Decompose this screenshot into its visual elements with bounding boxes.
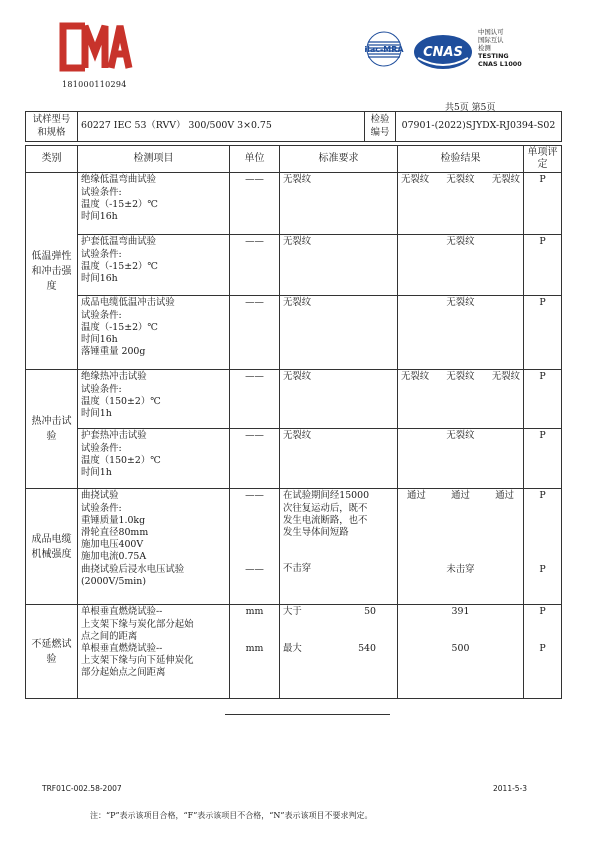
category-cell: 低温弹性和冲击强度 [26,173,78,370]
item-cell: 绝缘热冲击试验 试验条件: 温度（150±2）℃ 时间1h [78,370,230,429]
result-cell: 391 500 [398,605,524,699]
item-cell: 护套低温弯曲试验 试验条件: 温度（-15±2）℃ 时间16h [78,235,230,296]
form-date: 2011-5-3 [493,784,528,793]
judgement-cell: P [524,429,562,489]
ilac-mra-logo [358,30,410,72]
col-unit: 单位 [230,146,280,173]
item-cell: 护套热冲击试验 试验条件: 温度（150±2）℃ 时间1h [78,429,230,489]
cma-certificate-number: 181000110294 [62,80,127,89]
cnas-logo [412,32,474,72]
table-row [26,370,562,429]
model-value: 60227 IEC 53（RVV） 300/500V 3×0.75 [78,112,365,142]
unit-cell: —— [230,429,280,489]
model-label: 试样型号和规格 [26,112,78,142]
result-cell: 无裂纹 无裂纹 无裂纹 [398,173,524,235]
category-cell: 热冲击试验 [26,370,78,489]
result-cell: 无裂纹 [398,429,524,489]
col-category: 类别 [26,146,78,173]
judgement-cell: P [524,235,562,296]
report-value: 07901-(2022)SJYDX-RJ0394-S02 [396,112,562,142]
table-row [26,605,562,699]
standard-cell: 无裂纹 [280,370,398,429]
unit-cell: —— [230,235,280,296]
cma-logo [55,18,133,76]
col-result: 检验结果 [398,146,524,173]
svg-text:CNAS: CNAS [423,45,463,60]
judgement-cell: P [524,173,562,235]
unit-cell: —— [230,296,280,370]
category-cell: 成品电缆机械强度 [26,489,78,605]
judgement-cell: P P [524,605,562,699]
item-cell: 曲挠试验 试验条件: 重锤质量1.0kg 滑轮直径80mm 施加电压400V 施加电流0.75A 曲挠试验后浸水电压试验 (2000V/5min) [78,489,230,605]
result-cell: 无裂纹 [398,235,524,296]
form-code: TRF01C-002.58-2007 [42,784,122,793]
result-cell: 无裂纹 [398,296,524,370]
table-row [26,173,562,235]
table-row [26,296,562,370]
col-item: 检测项目 [78,146,230,173]
standard-cell: 无裂纹 [280,429,398,489]
standard-cell: 在试验期间经15000 次往复运动后，既不 发生电流断路，也不 发生导体间短路 不击穿 [280,489,398,605]
unit-cell: —— —— [230,489,280,605]
col-judgement: 单项评定 [524,146,562,173]
item-cell: 成品电缆低温冲击试验 试验条件: 温度（-15±2）℃ 时间16h 落锤重量 200g [78,296,230,370]
col-standard: 标准要求 [280,146,398,173]
result-cell: 无裂纹 无裂纹 无裂纹 [398,370,524,429]
category-cell: 不延燃试验 [26,605,78,699]
unit-cell: —— [230,370,280,429]
cnas-accreditation-text: 中国认可 国际互认 检测 TESTING CNAS L1000 [478,28,522,68]
standard-cell: 无裂纹 [280,235,398,296]
standard-cell: 无裂纹 [280,296,398,370]
table-header-row [26,146,562,173]
sample-info-table [25,111,562,142]
judgement-cell: P [524,296,562,370]
item-cell: 单根垂直燃烧试验-- 上支架下缘与炭化部分起始 点之间的距离 单根垂直燃烧试验-- 上支架下缘与向下延伸炭化 部分起始点之间距离 [78,605,230,699]
svg-text:ilac-MRA: ilac-MRA [364,45,404,54]
page-info: 共5页 第5页 [445,103,496,113]
result-cell: 通过 通过 通过 未击穿 [398,489,524,605]
standard-cell: 大于 50 最大 540 [280,605,398,699]
test-results-table [25,145,562,699]
standard-cell: 无裂纹 [280,173,398,235]
report-label: 检验编号 [365,112,396,142]
unit-cell: —— [230,173,280,235]
table-row [26,235,562,296]
judgement-cell: P [524,370,562,429]
item-cell: 绝缘低温弯曲试验 试验条件: 温度（-15±2）℃ 时间16h [78,173,230,235]
unit-cell: mm mm [230,605,280,699]
footnote: 注：“P”表示该项目合格，“F”表示该项目不合格，“N”表示该项目不要求判定。 [90,811,373,820]
judgement-cell: P P [524,489,562,605]
end-of-table-line [225,714,390,715]
table-row [26,489,562,605]
table-row [26,429,562,489]
